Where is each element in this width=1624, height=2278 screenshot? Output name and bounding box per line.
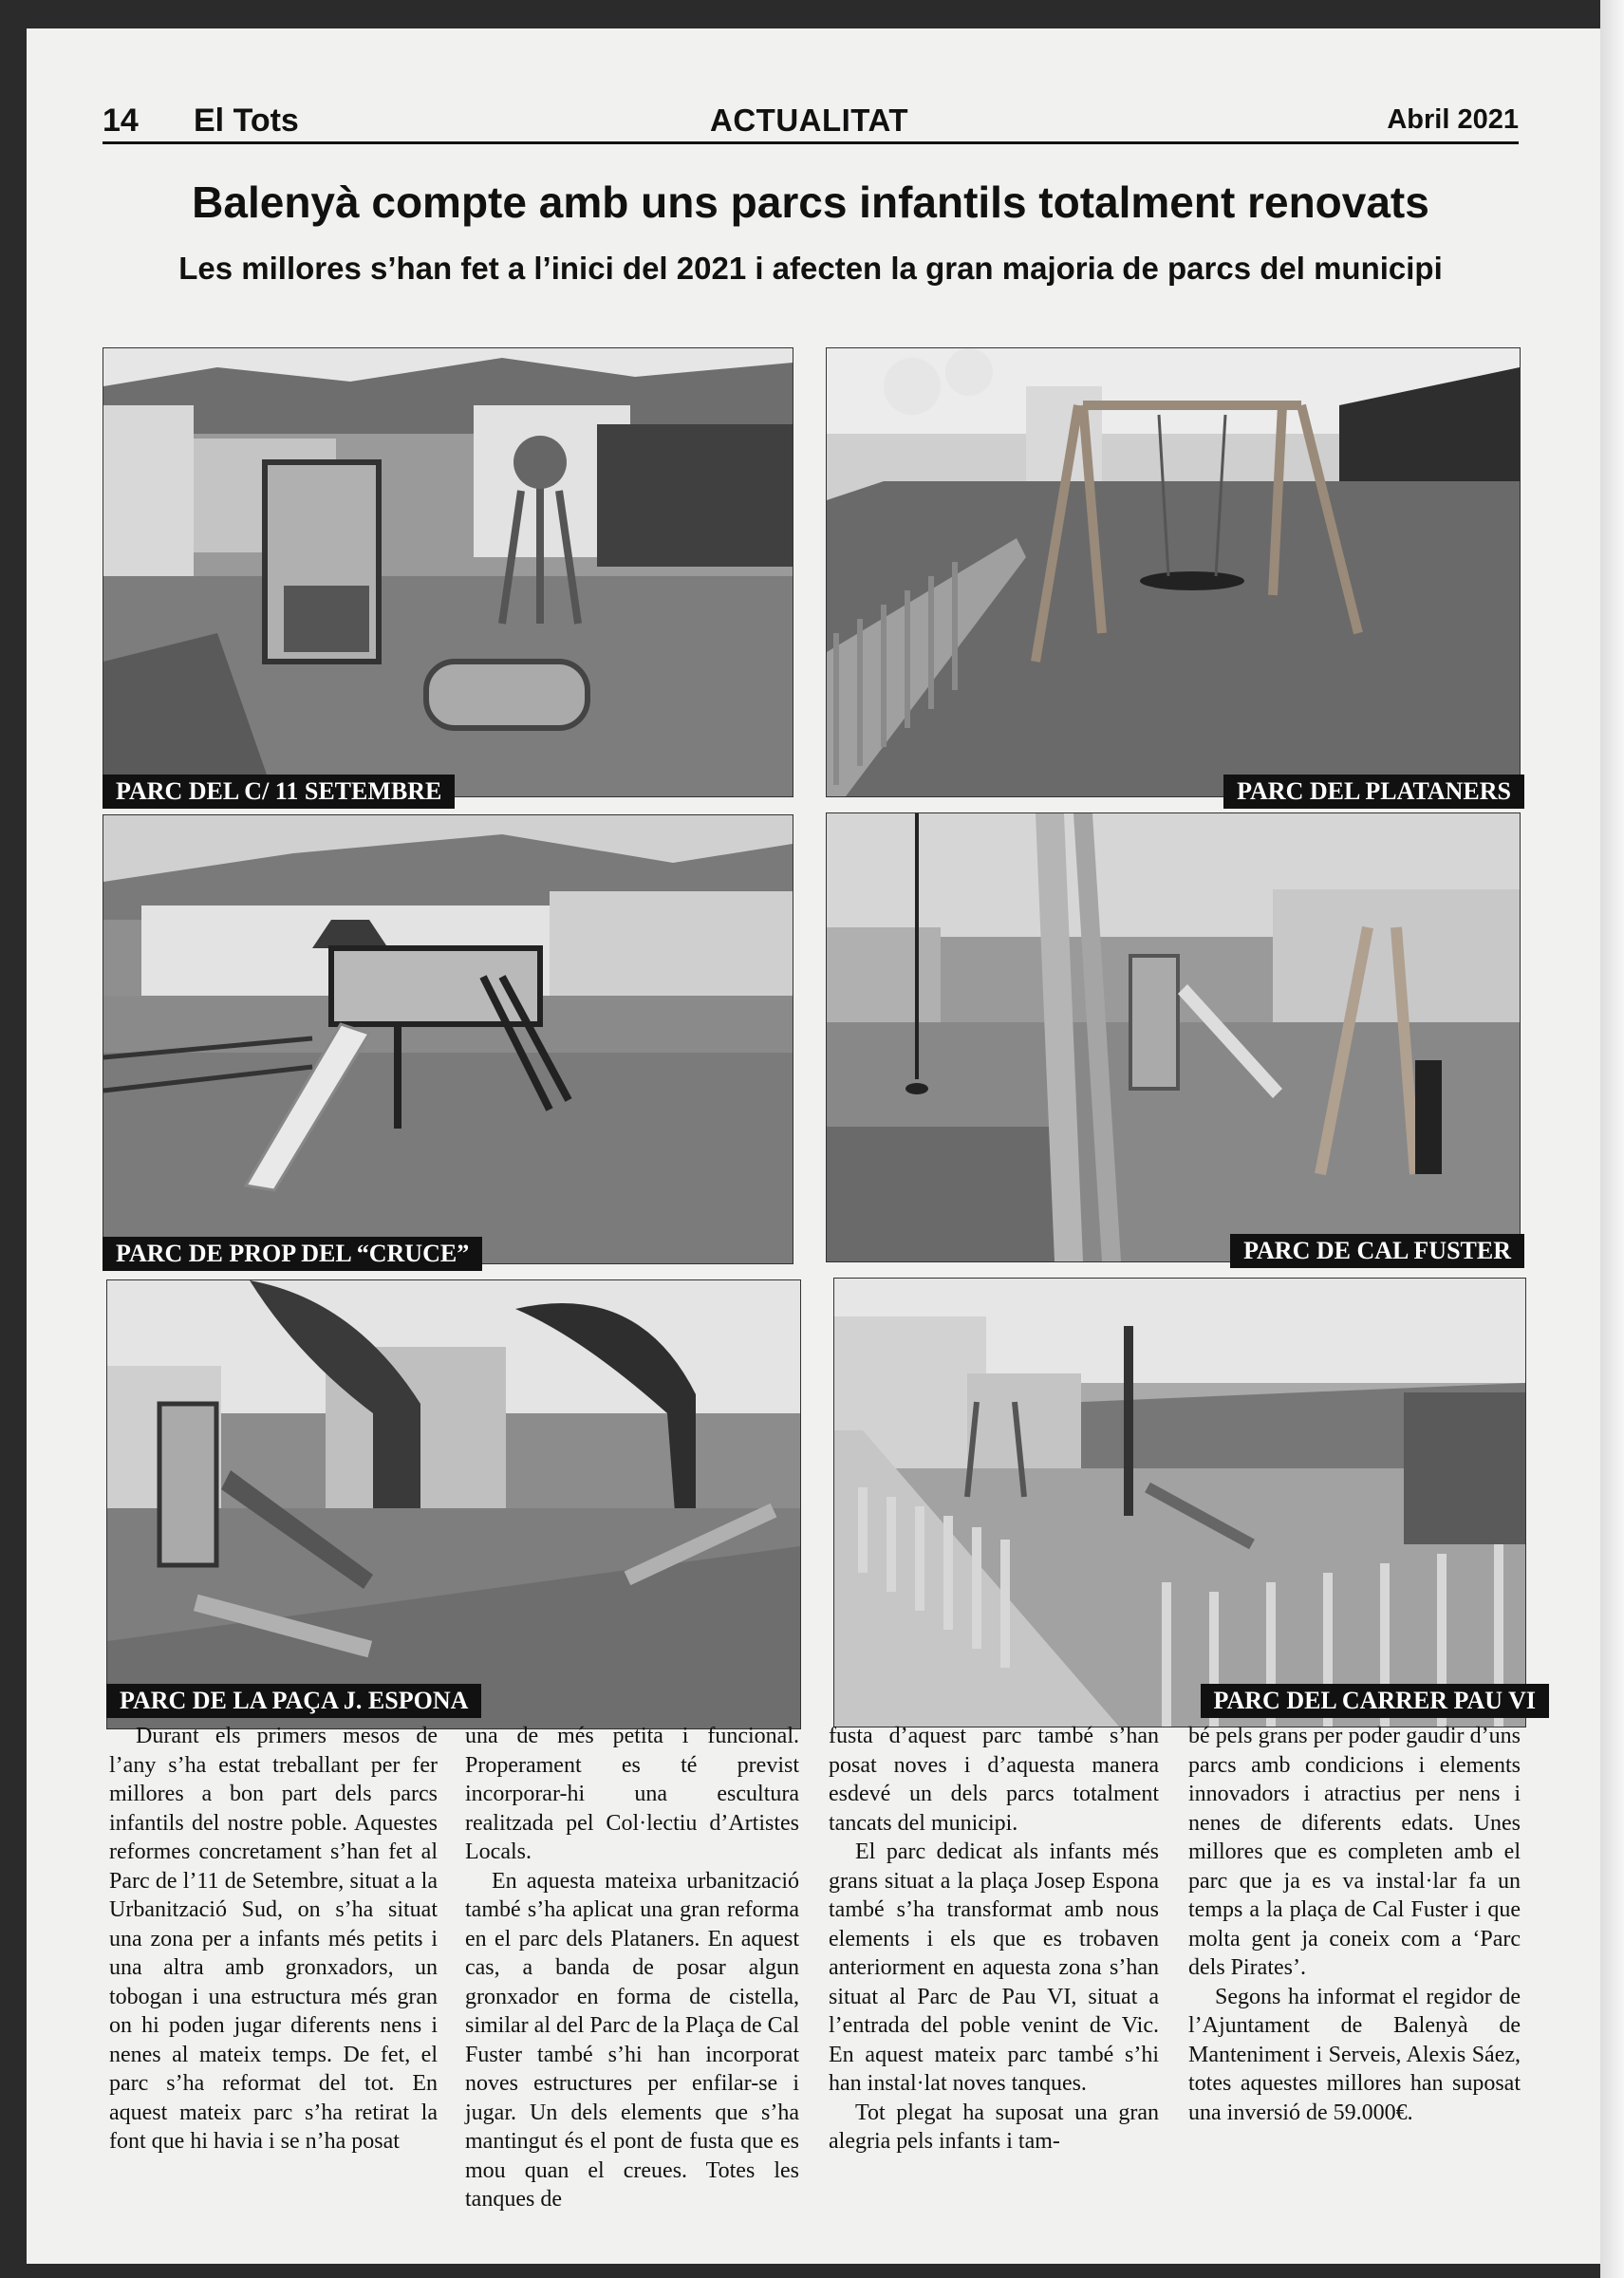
article-paragraph: una de més petita i funcional. Properament es té previst incorporar-hi una escultura realitzada pel Col·lectiu d’Artistes Locals. bbox=[465, 1724, 799, 1864]
article-column-4 bbox=[1188, 1722, 1521, 2127]
article-paragraph: Durant els primers mesos de l’any s’ha estat treballant per fer millores a bon part dels parcs infantils del nostre poble. Aquestes reformes concretament s’han fet al Parc de l’11 de Setembre, situat a la Urbanització Sud, on s’ha situat una zona per a infants més petits i una altra amb gronxadors, un tobogan i una estructura més gran on hi poden jugar diferents nens i nenes al mateix temps. De fet, el parc s’ha reformat del tot. En aquest mateix parc s’ha retirat la font que hi havia i se n’ha posat bbox=[109, 1724, 438, 2154]
article-paragraph: fusta d’aquest parc també s’han posat noves i d’aquesta manera esdevé un dels parcs totalment tancats del municipi. bbox=[829, 1724, 1159, 1836]
page-header bbox=[103, 103, 1519, 146]
article-title: Balenyà compte amb uns parcs infantils totalment renovats bbox=[192, 177, 1429, 227]
article-column-1 bbox=[109, 1722, 438, 2157]
section-name: ACTUALITAT bbox=[710, 103, 909, 138]
article-paragraph: Tot plegat ha suposat una gran alegria pels infants i tam- bbox=[829, 2100, 1159, 2154]
photo-caption: PARC DEL CARRER PAU VI bbox=[1201, 1684, 1549, 1718]
page-edge bbox=[1600, 0, 1624, 2278]
article-subtitle: Les millores s’han fet a l’inici del 2021 i afecten la gran majoria de parcs del municipi bbox=[178, 251, 1443, 286]
publication-name: El Tots bbox=[194, 103, 299, 139]
photo-caption: PARC DE PROP DEL “CRUCE” bbox=[103, 1237, 482, 1271]
page-number: 14 bbox=[103, 103, 139, 139]
issue-date: Abril 2021 bbox=[1387, 104, 1519, 135]
article-column-3 bbox=[829, 1722, 1159, 2157]
photo-caption: PARC DE CAL FUSTER bbox=[1230, 1234, 1524, 1268]
article-column-2 bbox=[465, 1722, 799, 2214]
header-rule bbox=[103, 141, 1519, 144]
photo-caption: PARC DE LA PAÇA J. ESPONA bbox=[106, 1684, 481, 1718]
article-paragraph: El parc dedicat als infants més grans situat a la plaça Josep Espona també s’ha transformat amb nous elements i els que es trobaven anteriorment en aquesta zona s’han situat al Parc de Pau VI, situat a l’entrada del poble venint de Vic. En aquest mateix parc també s’hi han instal·lat noves tanques. bbox=[829, 1839, 1159, 2096]
photo-parc-placa-espona bbox=[106, 1279, 801, 1729]
article-paragraph: Segons ha informat el regidor de l’Ajuntament de Balenyà de Manteniment i Serveis, Alexis Sáez, totes aquestes millores han suposat una inversió de 59.000€. bbox=[1188, 1984, 1521, 2125]
photo-parc-cruce bbox=[103, 814, 793, 1264]
photo-parc-platanners bbox=[826, 347, 1521, 797]
photo-parc-carrer-pau-vi bbox=[833, 1278, 1526, 1727]
article-paragraph: En aquesta mateixa urbanització també s’ha aplicat una gran reforma en el parc dels Plataners. En aquest cas, a banda de posar algun gronxador en forma de cistella, similar al del Parc de la Plaça de Cal Fuster també s’hi han incorporat noves estructures per enfilar-se i jugar. Un dels elements que s’ha mantingut és el pont de fusta que es mou quan el creues. Totes les tanques de bbox=[465, 1868, 799, 2212]
article-paragraph: bé pels grans per poder gaudir d’uns parcs amb condicions i elements innovadors i atractius per nens i nenes de diferents edats. Unes millores que es completen amb el parc que ja es va instal·lar fa un temps a la plaça de Cal Fuster i que molta gent ja coneix com a ‘Parc dels Pirates’. bbox=[1188, 1724, 1521, 1980]
photo-caption: PARC DEL C/ 11 SETEMBRE bbox=[103, 775, 455, 809]
photo-parc-11-setembre bbox=[103, 347, 793, 797]
photo-caption: PARC DEL PLATANERS bbox=[1223, 775, 1524, 809]
photo-parc-cal-fuster bbox=[826, 812, 1521, 1262]
